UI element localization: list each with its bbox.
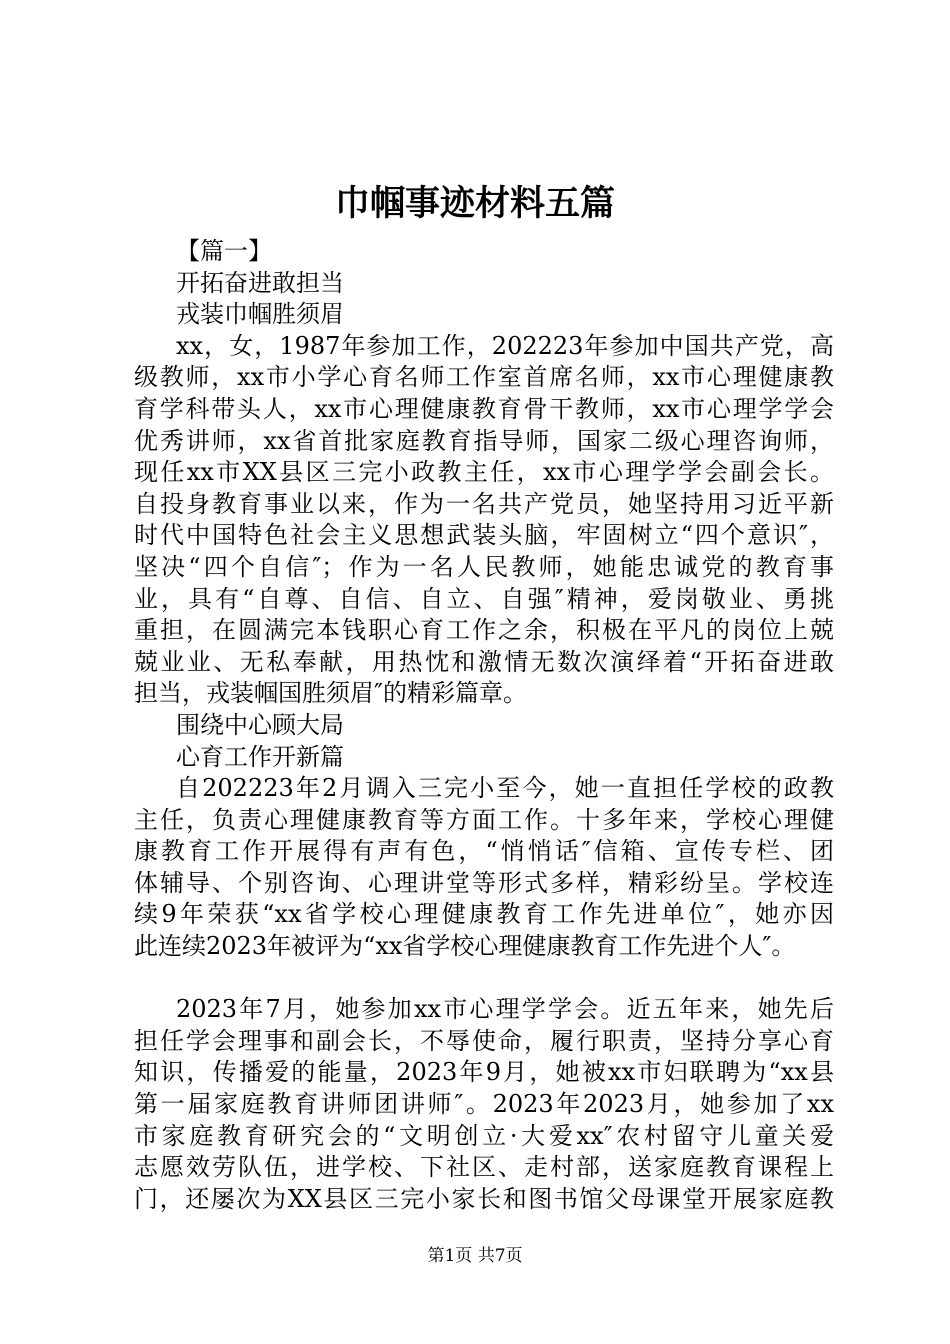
paragraph-line: 业，具有“自尊、自信、自立、自强″精神，爱岗敬业、勇挑 [134, 584, 834, 613]
paragraph-line: 门，还屡次为XX县区三完小家长和图书馆父母课堂开展家庭教 [134, 1184, 834, 1213]
document-body [134, 236, 834, 1215]
heading-4: 心育工作开新篇 [176, 742, 344, 771]
paragraph-line: 此连续2023年被评为“xx省学校心理健康教育工作先进个人″。 [134, 932, 796, 961]
paragraph-line: 担任学会理事和副会长，不辱使命，履行职责，坚持分享心育 [134, 1026, 834, 1055]
paragraph-line: 时代中国特色社会主义思想武装头脑，牢固树立“四个意识″， [134, 521, 834, 550]
paragraph-line: 第一届家庭教育讲师团讲师″。2023年2023月，她参加了xx [134, 1090, 834, 1119]
paragraph-line: xx，女，1987年参加工作，202223年参加中国共产党，高 [176, 331, 834, 360]
paragraph-line: 育学科带头人，xx市心理健康教育骨干教师，xx市心理学学会 [134, 394, 834, 423]
paragraph-spacer [134, 963, 834, 995]
paragraph-1 [134, 331, 834, 710]
paragraph-line: 续9年荣获“xx省学校心理健康教育工作先进单位″，她亦因 [134, 900, 834, 929]
paragraph-line: 志愿效劳队伍，进学校、下社区、走村部，送家庭教育课程上 [134, 1153, 834, 1182]
section-label: 【篇一】 [176, 237, 272, 265]
paragraph-line: 兢业业、无私奉献，用热忱和激情无数次演绎着“开拓奋进敢 [134, 647, 834, 676]
document-title: 巾帼事迹材料五篇 [334, 183, 615, 224]
paragraph-line: 2023年7月，她参加xx市心理学学会。近五年来，她先后 [176, 995, 834, 1024]
heading-2: 戎装巾帼胜须眉 [176, 300, 344, 329]
paragraph-2 [134, 773, 834, 963]
heading-1: 开拓奋进敢担当 [176, 268, 344, 297]
paragraph-line: 坚决“四个自信″；作为一名人民教师，她能忠诚党的教育事 [134, 552, 834, 581]
paragraph-line: 知识，传播爱的能量，2023年9月，她被xx市妇联聘为“xx县 [134, 1058, 834, 1087]
paragraph-line: 康教育工作开展得有声有色，“悄悄话″信箱、宣传专栏、团 [134, 837, 834, 866]
paragraph-line: 市家庭教育研究会的“文明创立·大爱xx″农村留守儿童关爱 [134, 1121, 834, 1150]
paragraph-line: 主任，负责心理健康教育等方面工作。十多年来，学校心理健 [134, 805, 834, 834]
paragraph-line: 自202223年2月调入三完小至今，她一直担任学校的政教 [176, 774, 834, 803]
paragraph-line: 现任xx市XX县区三完小政教主任，xx市心理学学会副会长。 [134, 458, 834, 487]
paragraph-line: 重担，在圆满完本钱职心育工作之余，积极在平凡的岗位上兢 [134, 616, 834, 645]
paragraph-line: 自投身教育事业以来，作为一名共产党员，她坚持用习近平新 [134, 489, 834, 518]
paragraph-line: 级教师，xx市小学心育名师工作室首席名师，xx市心理健康教 [134, 363, 834, 392]
paragraph-line: 优秀讲师，xx省首批家庭教育指导师，国家二级心理咨询师， [134, 426, 834, 455]
page-footer: 第1页 共7页 [427, 1246, 523, 1266]
paragraph-line: 体辅导、个别咨询、心理讲堂等形式多样，精彩纷呈。学校连 [134, 868, 834, 897]
paragraph-line: 担当，戎装帼国胜须眉″的精彩篇章。 [134, 679, 527, 708]
paragraph-3 [134, 994, 834, 1215]
heading-3: 围绕中心顾大局 [176, 710, 344, 739]
